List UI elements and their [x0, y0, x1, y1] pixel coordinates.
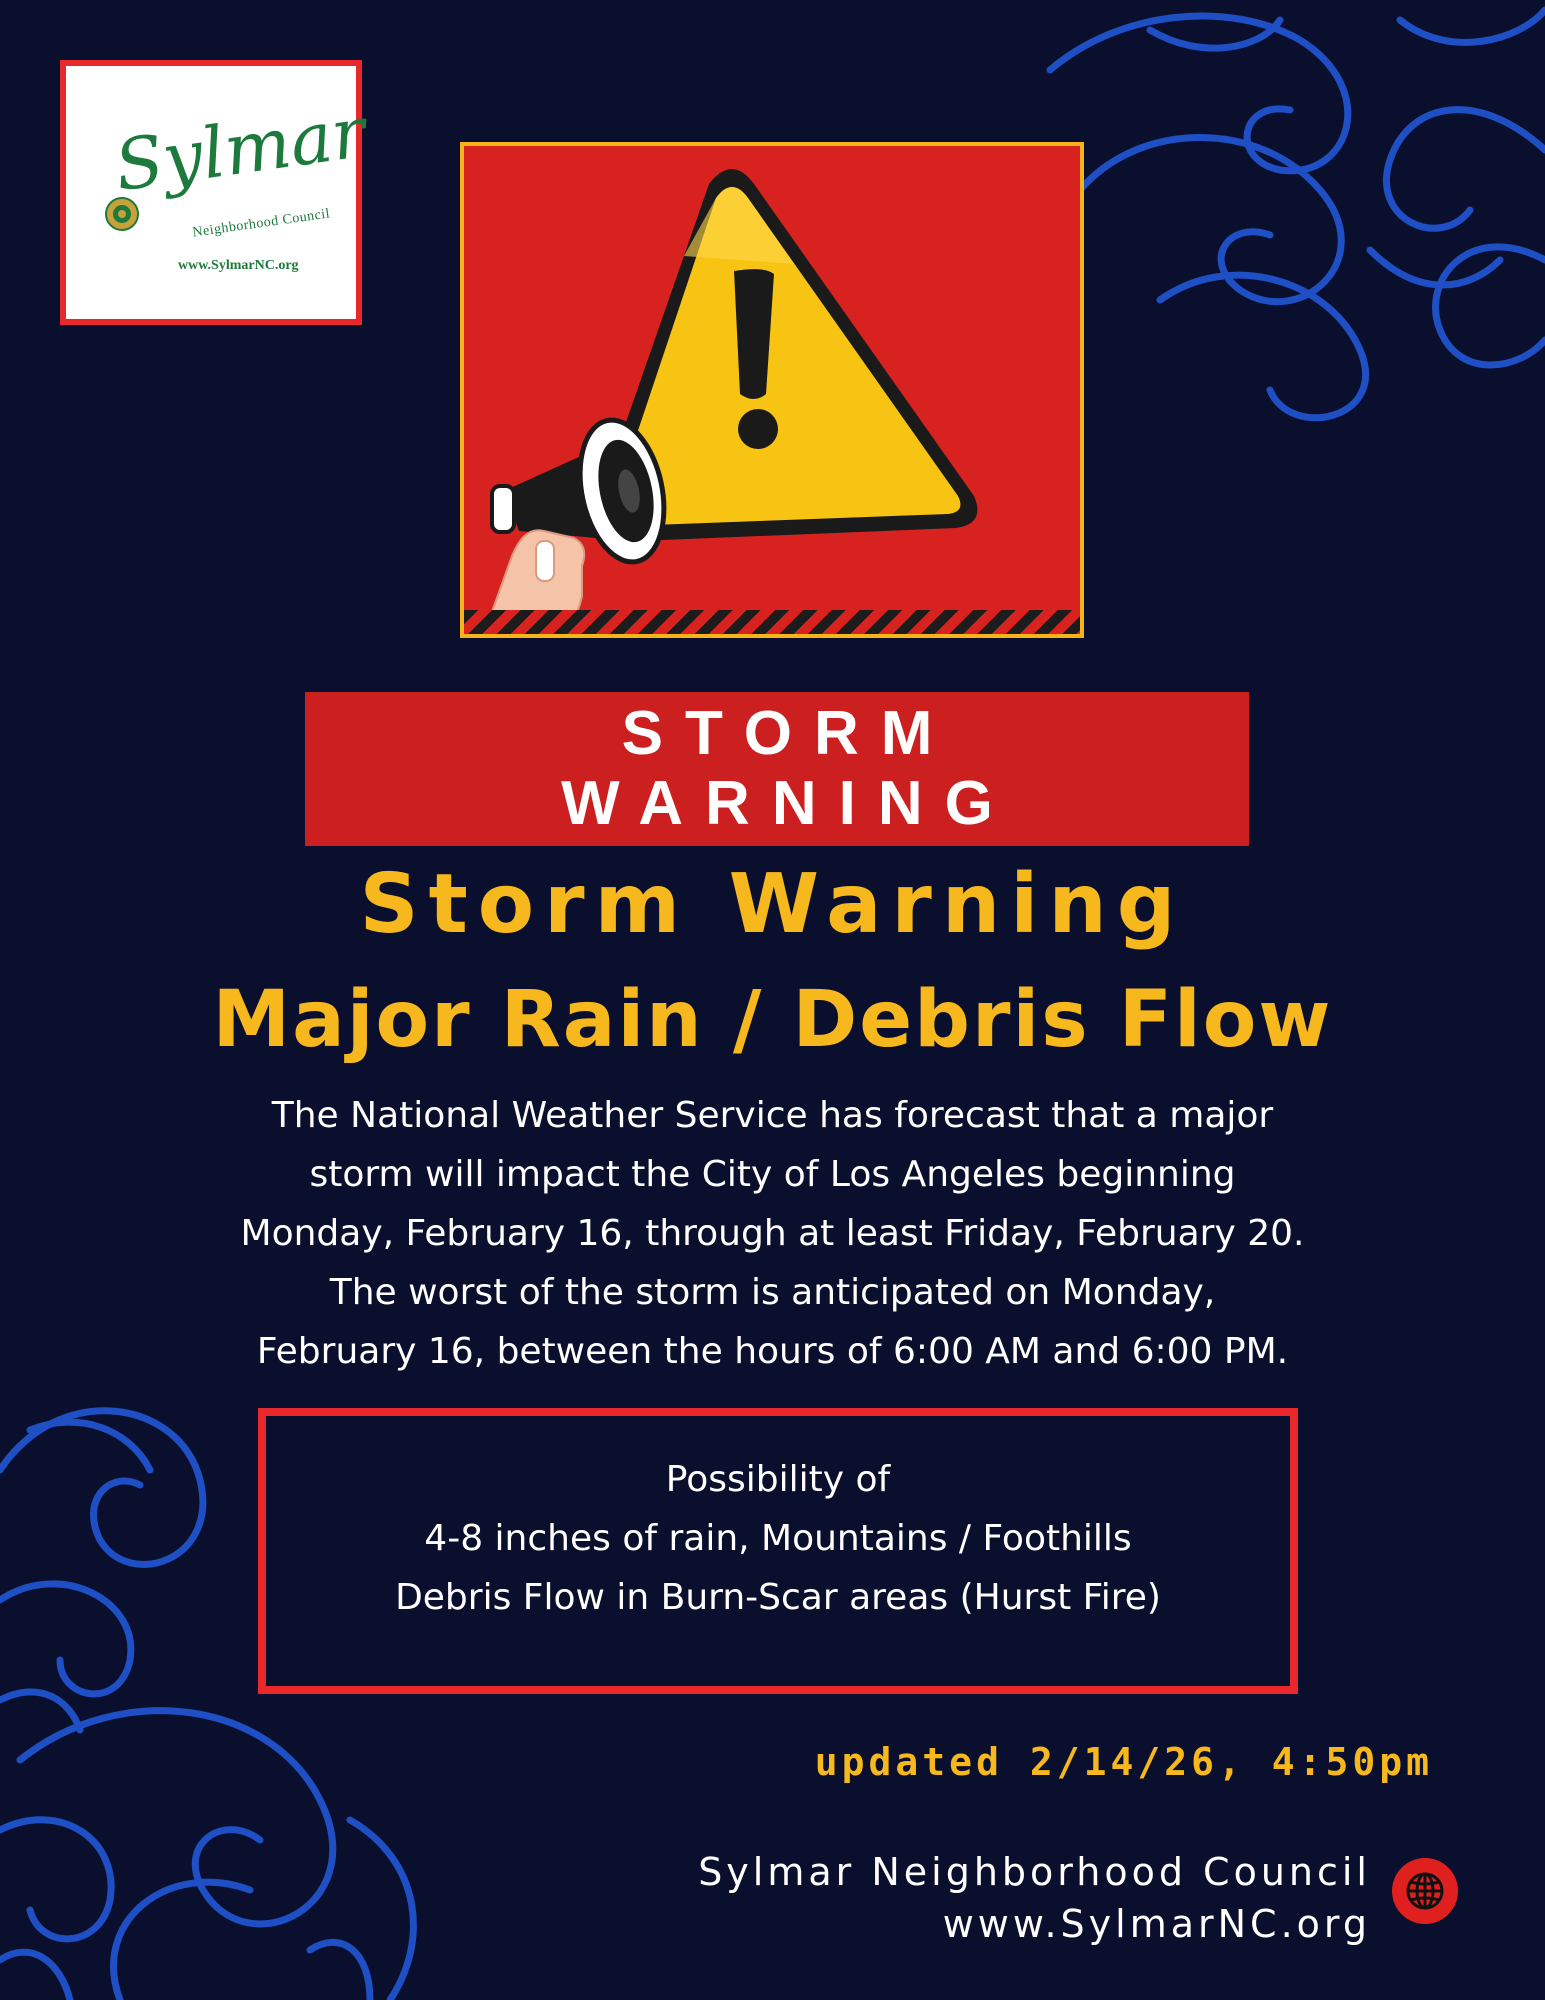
logo-name: Sylmar: [110, 91, 371, 208]
updated-timestamp: updated 2/14/26, 4:50pm: [814, 1740, 1433, 1784]
logo-subtitle: Neighborhood Council: [191, 206, 332, 241]
forecast-line: The worst of the storm is anticipated on Monday,: [329, 1272, 1216, 1313]
footer-url[interactable]: www.SylmarNC.org: [942, 1902, 1371, 1946]
sylmar-logo: [60, 60, 371, 325]
headline-title: Storm Warning: [359, 857, 1186, 952]
possibility-box: [258, 1408, 1298, 1694]
headline-subtitle: Major Rain / Debris Flow: [212, 975, 1333, 1065]
warning-megaphone-icon: [464, 146, 1080, 634]
logo-url: www.SylmarNC.org: [178, 258, 299, 273]
forecast-line: February 16, between the hours of 6:00 AM and 6:00 PM.: [256, 1331, 1289, 1372]
footer-org-name: Sylmar Neighborhood Council: [698, 1850, 1371, 1894]
forecast-line: storm will impact the City of Los Angeles beginning: [309, 1154, 1236, 1195]
forecast-line: The National Weather Service has forecast that a major: [271, 1095, 1274, 1136]
forecast-paragraph: [130, 1086, 1415, 1381]
banner-line-1: STORM: [621, 699, 955, 768]
forecast-line: Monday, February 16, through at least Friday, February 20.: [240, 1213, 1305, 1254]
banner-line-2: WARNING: [561, 769, 1015, 838]
warning-hero-image: [460, 142, 1084, 638]
hazard-stripes: [464, 610, 1080, 634]
globe-icon[interactable]: [1390, 1856, 1460, 1926]
possibility-line: Debris Flow in Burn-Scar areas (Hurst Fire): [395, 1577, 1161, 1618]
possibility-line: 4-8 inches of rain, Mountains / Foothills: [424, 1518, 1132, 1559]
footer: [698, 1846, 1371, 1950]
storm-warning-banner: [305, 692, 1249, 846]
possibility-line: Possibility of: [665, 1459, 891, 1500]
